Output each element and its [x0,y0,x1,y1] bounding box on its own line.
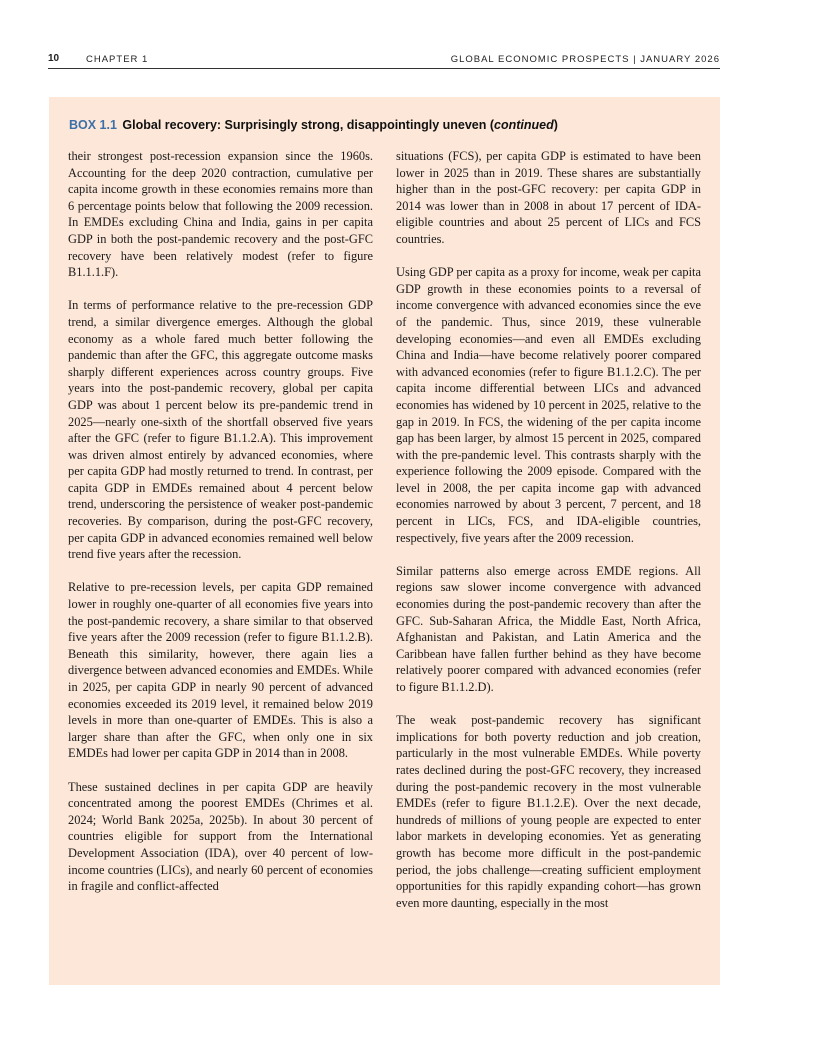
paragraph: Similar patterns also emerge across EMDE regions. All regions saw slower income convergence with advanced economies during the post-pandemic recovery than after the GFC. Sub-Saharan Africa, the Middle East, North Africa, Afghanistan and Pakistan, and Latin America and the Caribbean have fallen further behind as they have become relatively poorer compared with advanced economies (refer to figure B1.1.2.D). [396,563,701,694]
chapter-label: CHAPTER 1 [86,54,149,65]
paragraph: These sustained declines in per capita GDP are heavily concentrated among the poorest EMDEs (Chrimes et al. 2024; World Bank 2025a, 2025b). In about 30 percent of countries eligible for support from the International Development Association (IDA), over 40 percent of low-income countries (LICs), and nearly 60 percent of economies in fragile and conflict-affected [68,779,373,894]
page-number: 10 [48,53,60,64]
paragraph: their strongest post-recession expansion since the 1960s. Accounting for the deep 2020 contraction, cumulative per capita income growth in these economies remains more than 6 percentage points below that following the 2009 recession. In EMDEs excluding China and India, gains in per capita GDP in both the post-pandemic recovery and the post-GFC recovery have been relatively modest (refer to figure B1.1.1.F). [68,149,373,280]
paragraph: The weak post-pandemic recovery has significant implications for both poverty reduction and job creation, particularly in the most vulnerable EMDEs. While poverty rates declined during the post-GFC recovery, they increased during the post-pandemic recovery in the most vulnerable EMDEs (refer to figure B1.1.2.E). Over the next decade, hundreds of millions of young people are expected to enter labor markets in developing economies. Yet as generating growth has become more difficult in the post-pandemic period, the jobs challenge—creating sufficient employment opportunities for this rapidly expanding cohort—has grown even more daunting, especially in the most [396,713,701,910]
paragraph: Using GDP per capita as a proxy for income, weak per capita GDP growth in these economies points to a reversal of income convergence with advanced economies since the eve of the pandemic. Thus, since 2019, these vulnerable developing economies—and even all EMDEs excluding China and India—have become relatively poorer compared with advanced economies (refer to figure B1.1.2.C). The per capita income differential between LICs and advanced economies has widened by 10 percent in 2025, relative to the gap in 2019. In FCS, the widening of the per capita income gap has been larger, by almost 15 percent in 2025, compared with the pre-pandemic level. This contrasts sharply with the experience following the 2009 episode. Compared with the level in 2008, the per capita income gap with advanced economies narrowed by about 3 percent, 7 percent, and 18 percent in LICs, FCS, and IDA-eligible countries, respectively, five years after the 2009 recession. [396,265,701,545]
box-title-continued: continued [494,118,554,132]
right-column [396,148,701,911]
running-header [48,52,720,69]
paragraph: In terms of performance relative to the pre-recession GDP trend, a similar divergence emerges. Although the global economy as a whole fared much better following the pandemic than after the GFC, this aggregate outcome masks sharply different experiences across country groups. Five years into the post-pandemic recovery, global per capita GDP was about 1 percent below its pre-pandemic trend in 2025—nearly one-sixth of the shortfall observed five years after the GFC (refer to figure B1.1.2.A). This improvement was driven almost entirely by advanced economies, where per capita GDP had mostly returned to trend. In contrast, per capita GDP in EMDEs remained about 4 percent below trend, underscoring the persistence of weaker post-pandemic recoveries. By comparison, during the post-GFC recovery, per capita GDP in advanced economies remained well below trend five years after the recession. [68,298,373,562]
running-title: GLOBAL ECONOMIC PROSPECTS | JANUARY 2026 [450,54,720,65]
box-title-close: ) [553,118,558,132]
paragraph: Relative to pre-recession levels, per capita GDP remained lower in roughly one-quarter of all economies five years into the post-pandemic recovery, a share similar to that observed five years after the 2009 recession (refer to figure B1.1.2.B). Beneath this similarity, however, there again lies a divergence between advanced economies and EMDEs. While in 2025, per capita GDP in nearly 90 percent of advanced economies exceeded its 2019 level, it remained below 2019 levels in more than one-quarter of EMDEs. This is also a larger share than after the GFC, when only one in six EMDEs had lower per capita GDP in 2014 than in 2008. [68,580,373,761]
box-title-text: Global recovery: Surprisingly strong, disappointingly uneven ( [122,118,495,132]
box-title [69,118,709,132]
box-panel [49,97,720,985]
paragraph: situations (FCS), per capita GDP is estimated to have been lower in 2025 than in 2019. These shares are substantially higher than in the post-GFC recovery: per capita GDP in 2014 was lower than in 2008 in about 17 percent of IDA-eligible countries and about 25 percent of LICs and FCS countries. [396,149,701,246]
box-label: BOX 1.1 [69,118,117,132]
left-column [68,148,373,895]
